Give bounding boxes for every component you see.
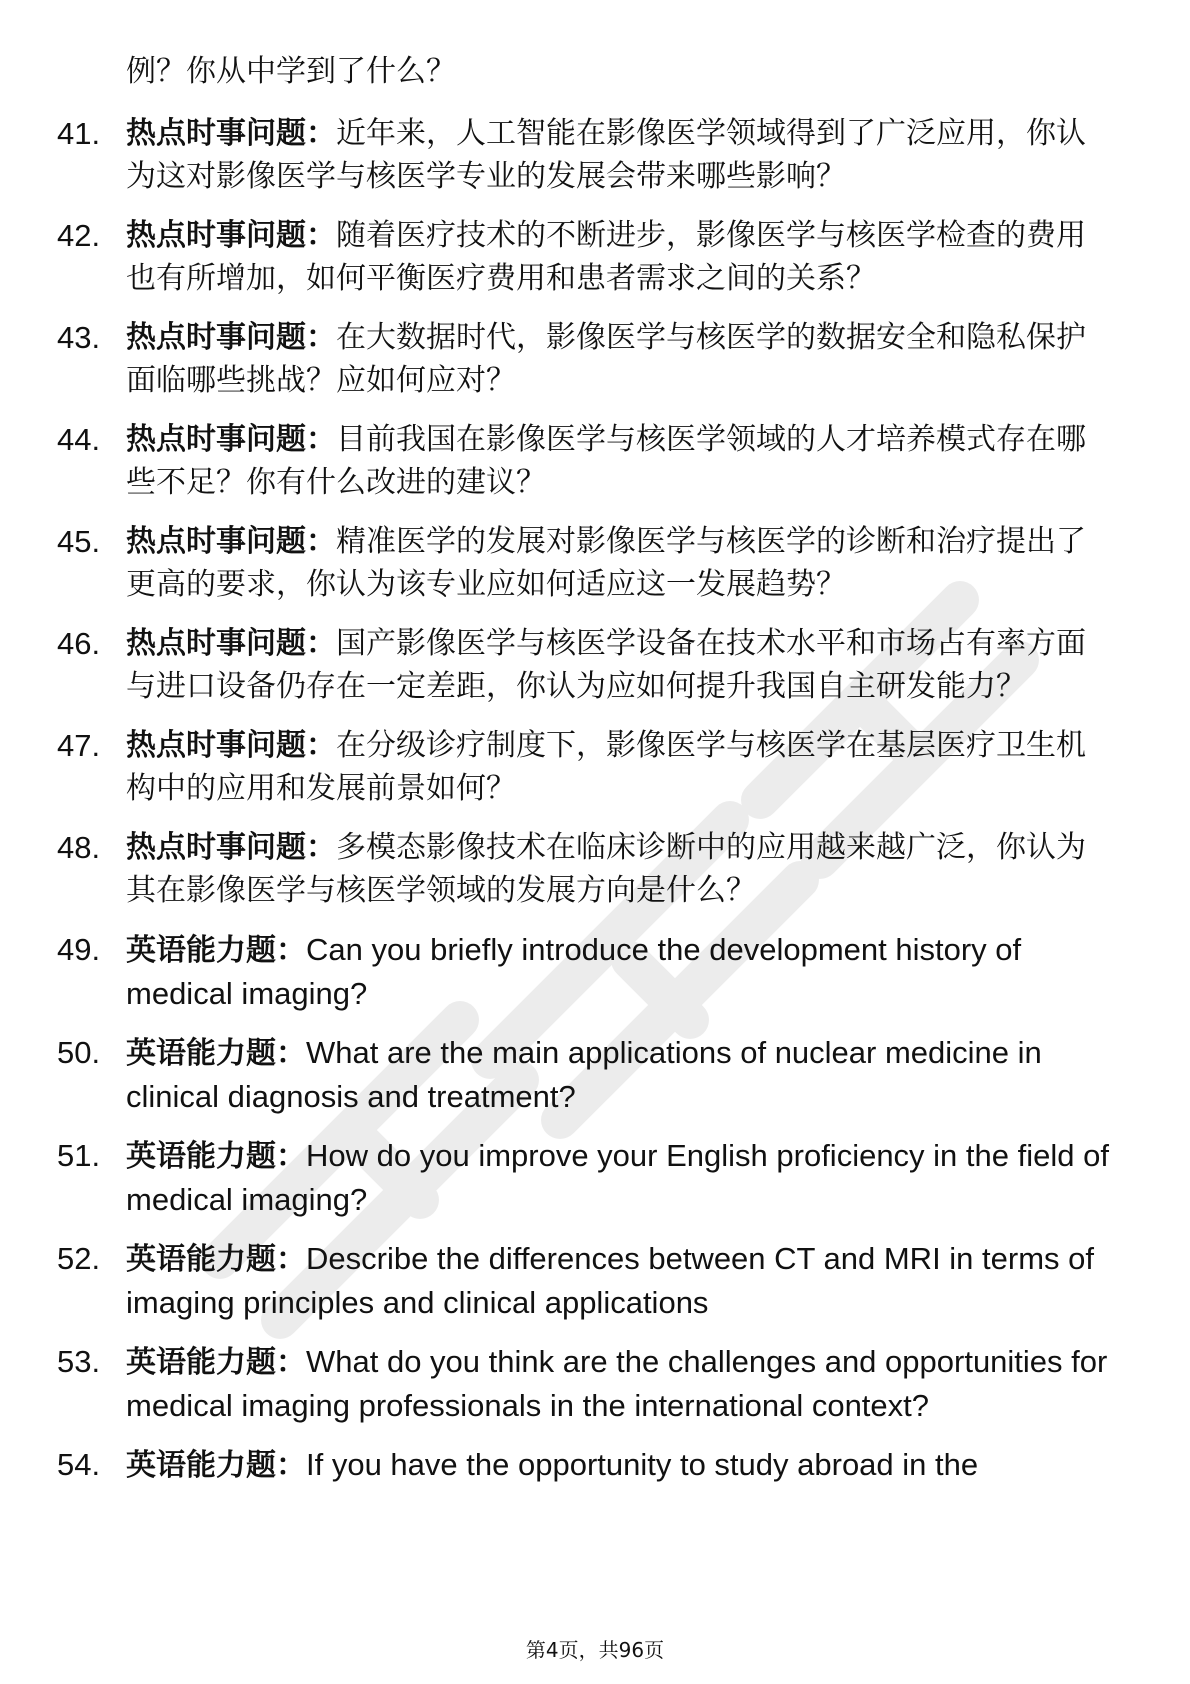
question-item [0,215,1190,300]
page-number-footer: 第4页，共96页 [525,1638,665,1662]
question-item [0,1032,1190,1118]
question-category: 英语能力题： [126,1448,306,1483]
question-number: 47. [57,728,101,763]
question-text: 国产影像医学与核医学设备在技术水平和市场占有率方面与进口设备仍存在一定差距，你认为应如何提升我国自主研发能力？ [126,626,1086,704]
question-item [0,1341,1190,1427]
question-number: 48. [57,830,101,865]
question-item [0,929,1190,1015]
question-number: 44. [57,422,101,457]
continued-question-text: 例？你从中学到了什么？ [126,54,456,89]
question-number: 51. [57,1138,101,1173]
question-item [0,317,1190,402]
question-text: 在大数据时代，影像医学与核医学的数据安全和隐私保护面临哪些挑战？应如何应对？ [126,320,1086,398]
question-item [0,725,1190,810]
question-number: 54. [57,1447,101,1482]
question-text: 多模态影像技术在临床诊断中的应用越来越广泛，你认为其在影像医学与核医学领域的发展方向是什么？ [126,830,1086,908]
question-category: 英语能力题： [126,1036,306,1071]
question-category: 英语能力题： [126,1242,306,1277]
question-text: Describe the differences between CT and MRI in terms of imaging principles and clinical applications [126,1241,1095,1320]
question-number: 43. [57,320,101,355]
question-category: 热点时事问题： [126,626,336,661]
question-category: 热点时事问题： [126,524,336,559]
question-number: 53. [57,1344,101,1379]
question-text: 随着医疗技术的不断进步，影像医学与核医学检查的费用也有所增加，如何平衡医疗费用和患者需求之间的关系？ [126,218,1086,296]
question-item [0,827,1190,912]
question-item [0,521,1190,606]
question-item [0,1238,1190,1324]
question-item [0,623,1190,708]
question-number: 45. [57,524,101,559]
question-item [0,113,1190,198]
question-list [0,113,1190,1504]
question-category: 英语能力题： [126,933,306,968]
question-text: 在分级诊疗制度下，影像医学与核医学在基层医疗卫生机构中的应用和发展前景如何？ [126,728,1086,806]
question-item [0,419,1190,504]
question-text: If you have the opportunity to study abroad in the [306,1447,979,1482]
question-text: How do you improve your English proficiency in the field of medical imaging? [126,1138,1109,1217]
question-text: 近年来，人工智能在影像医学领域得到了广泛应用，你认为这对影像医学与核医学专业的发展会带来哪些影响？ [126,116,1086,194]
question-category: 英语能力题： [126,1139,306,1174]
question-category: 热点时事问题： [126,320,336,355]
question-number: 41. [57,116,101,151]
question-category: 热点时事问题： [126,116,336,151]
question-text: What do you think are the challenges and opportunities for medical imaging professionals in the international context? [126,1344,1108,1423]
question-category: 英语能力题： [126,1345,306,1380]
question-text: Can you briefly introduce the development history of medical imaging? [126,932,1022,1011]
question-item [0,1135,1190,1221]
question-number: 46. [57,626,101,661]
question-number: 52. [57,1241,101,1276]
question-text: What are the main applications of nuclear medicine in clinical diagnosis and treatment? [126,1035,1042,1114]
question-category: 热点时事问题： [126,422,336,457]
question-text: 精准医学的发展对影像医学与核医学的诊断和治疗提出了更高的要求，你认为该专业应如何适应这一发展趋势？ [126,524,1086,602]
question-item [0,1444,1190,1487]
question-number: 49. [57,932,101,967]
question-text: 目前我国在影像医学与核医学领域的人才培养模式存在哪些不足？你有什么改进的建议？ [126,422,1086,500]
question-category: 热点时事问题： [126,830,336,865]
question-category: 热点时事问题： [126,218,336,253]
question-category: 热点时事问题： [126,728,336,763]
question-number: 42. [57,218,101,253]
question-number: 50. [57,1035,101,1070]
